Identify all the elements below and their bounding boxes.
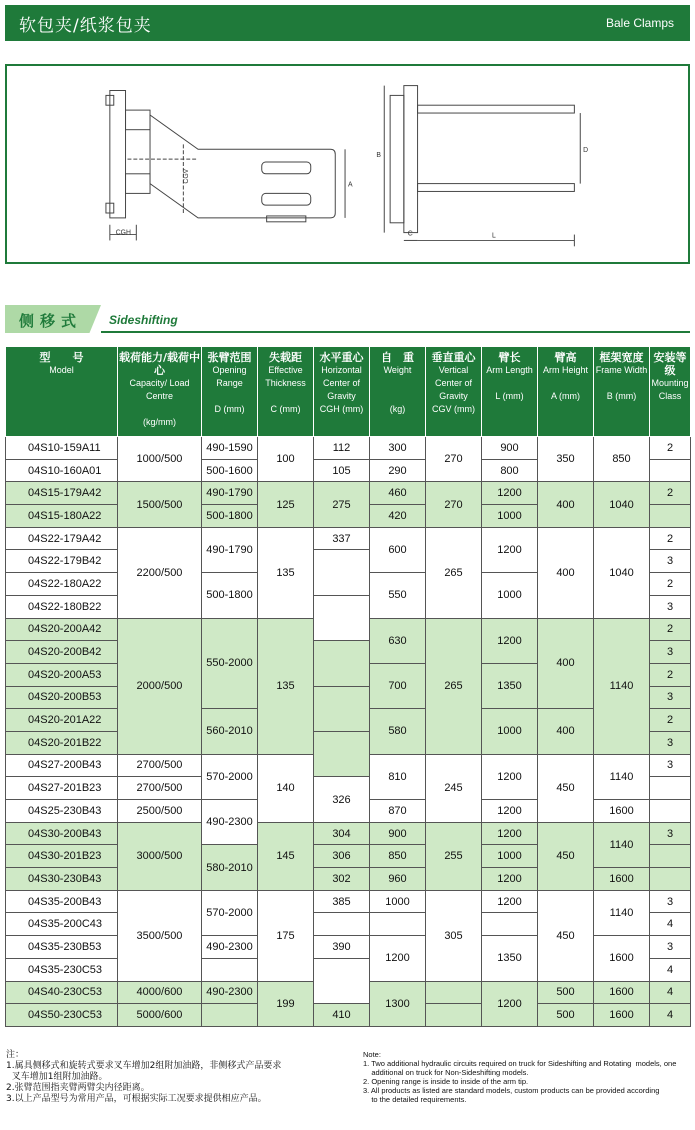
cell-capacity: 2700/500: [118, 777, 202, 800]
cell-model: 04S27-201B23: [6, 777, 118, 800]
cell-thickness: 100: [258, 437, 314, 482]
cell-cgh: 105: [314, 459, 370, 482]
cell-opening: [202, 958, 258, 981]
cell-weight: 700: [370, 663, 426, 708]
cell-frame-width: 1140: [594, 754, 650, 799]
cell-opening: 580-2010: [202, 845, 258, 890]
frame: [404, 86, 418, 233]
table-row: [6, 437, 691, 460]
cell-mounting-class: 4: [650, 958, 691, 981]
upper-arm: [418, 105, 575, 113]
cell-weight: 550: [370, 573, 426, 618]
cell-weight: 810: [370, 754, 426, 799]
cell-weight: 580: [370, 709, 426, 754]
cell-frame-width: 1140: [594, 822, 650, 867]
cell-cgh: 390: [314, 936, 370, 959]
cell-model: 04S22-180A22: [6, 573, 118, 596]
cell-arm-length: [482, 913, 538, 936]
cell-frame-width: 850: [594, 437, 650, 482]
cell-frame-width: 1600: [594, 800, 650, 823]
cell-cgh: 326: [314, 777, 370, 822]
cell-model: 04S35-230B53: [6, 936, 118, 959]
col-header: 型 号 Model: [6, 347, 118, 437]
table-row: [6, 1004, 691, 1027]
cell-arm-height: 500: [538, 981, 594, 1004]
section-title-zh: 侧移式: [19, 312, 83, 330]
cell-mounting-class: 2: [650, 437, 691, 460]
cell-mounting-class: 3: [650, 936, 691, 959]
cell-frame-width: 1600: [594, 936, 650, 981]
cell-arm-height: 400: [538, 527, 594, 618]
page-header: [5, 5, 690, 41]
col-header: 张臂范围 Opening Range D (mm): [202, 347, 258, 437]
cell-frame-width: 1040: [594, 527, 650, 618]
cell-opening: 560-2010: [202, 709, 258, 754]
cell-opening: 490-1590: [202, 437, 258, 460]
cell-frame-width: 1140: [594, 890, 650, 935]
col-header: 臂长 Arm Length L (mm): [482, 347, 538, 437]
cell-capacity: 2200/500: [118, 527, 202, 618]
label-cgv: CGV: [183, 168, 191, 184]
cell-cgh: [314, 913, 370, 936]
cell-opening: 490-2300: [202, 800, 258, 845]
cell-model: 04S50-230C53: [6, 1004, 118, 1027]
note-line: to the detailed requirements.: [363, 1095, 467, 1104]
table-row: [6, 527, 691, 550]
cell-thickness: 145: [258, 822, 314, 890]
cell-opening: 570-2000: [202, 890, 258, 935]
cell-frame-width: 1600: [594, 868, 650, 891]
cell-model: 04S35-200C43: [6, 913, 118, 936]
cell-model: 04S27-200B43: [6, 754, 118, 777]
cell-thickness: 140: [258, 754, 314, 822]
section-sideshifting: [5, 305, 690, 333]
cell-weight: 300: [370, 437, 426, 460]
cell-cgh: 337: [314, 527, 370, 550]
cell-weight: 1300: [370, 981, 426, 1026]
cell-arm-length: 1200: [482, 822, 538, 845]
cell-thickness: 199: [258, 981, 314, 1026]
cell-opening: 490-1790: [202, 482, 258, 505]
cell-weight: 870: [370, 800, 426, 823]
cell-mounting-class: 3: [650, 731, 691, 754]
cell-thickness: 135: [258, 618, 314, 754]
cell-mounting-class: [650, 459, 691, 482]
cell-arm-length: 1000: [482, 709, 538, 754]
col-header: 水平重心 Horizontal Center of Gravity CGH (mm): [314, 347, 370, 437]
cell-mounting-class: 3: [650, 822, 691, 845]
carriage-plate: [110, 91, 126, 218]
cell-arm-length: 1000: [482, 845, 538, 868]
cell-cgh: [314, 686, 370, 731]
label-l: L: [492, 232, 496, 240]
note-line: 2. Opening range is inside to inside of the arm tip.: [363, 1077, 529, 1086]
cell-model: 04S25-230B43: [6, 800, 118, 823]
cell-mounting-class: [650, 845, 691, 868]
note-line: 1. Two additional hydraulic circuits required on truck for Sideshifting and Rotating models, one: [363, 1059, 677, 1068]
cell-capacity: 2700/500: [118, 754, 202, 777]
cell-model: 04S20-200B53: [6, 686, 118, 709]
table-row: [6, 822, 691, 845]
cell-opening: 500-1800: [202, 505, 258, 528]
label-cgh: CGH: [115, 229, 131, 237]
cell-mounting-class: 4: [650, 981, 691, 1004]
cell-cgh: 275: [314, 482, 370, 527]
cell-mounting-class: 3: [650, 686, 691, 709]
table-header-row: [6, 347, 691, 437]
cell-model: 04S15-179A42: [6, 482, 118, 505]
col-header: 框架宽度 Frame Width B (mm): [594, 347, 650, 437]
lower-arm: [418, 184, 575, 192]
table-row: [6, 890, 691, 913]
cell-capacity: 1000/500: [118, 437, 202, 482]
cell-cgh: [314, 958, 370, 1003]
cell-cgh: [314, 731, 370, 776]
cell-mounting-class: [650, 868, 691, 891]
cell-model: 04S22-179B42: [6, 550, 118, 573]
cell-cgh: [314, 550, 370, 595]
cell-arm-height: 400: [538, 709, 594, 754]
cell-model: 04S40-230C53: [6, 981, 118, 1004]
cell-arm-height: 350: [538, 437, 594, 482]
cell-arm-height: 400: [538, 482, 594, 527]
cell-mounting-class: 2: [650, 618, 691, 641]
cell-capacity: 5000/600: [118, 1004, 202, 1027]
cell-arm-length: 1200: [482, 868, 538, 891]
cell-arm-length: 800: [482, 459, 538, 482]
cell-weight: 290: [370, 459, 426, 482]
cell-mounting-class: 3: [650, 550, 691, 573]
cell-arm-length: 1200: [482, 527, 538, 572]
cell-weight: 850: [370, 845, 426, 868]
cell-arm-length: 1000: [482, 505, 538, 528]
cell-arm-length: 900: [482, 437, 538, 460]
cell-arm-length: 1200: [482, 482, 538, 505]
cell-arm-height: 450: [538, 890, 594, 981]
notes-zh: [6, 1050, 346, 1105]
cell-mounting-class: 3: [650, 890, 691, 913]
cell-opening: 500-1800: [202, 573, 258, 618]
cell-mounting-class: 2: [650, 709, 691, 732]
header-title-zh: 软包夹/纸浆包夹: [19, 15, 152, 36]
col-header: 自 重 Weight (kg): [370, 347, 426, 437]
cell-cgv: 265: [426, 527, 482, 618]
cell-mounting-class: 4: [650, 1004, 691, 1027]
cell-opening: 550-2000: [202, 618, 258, 709]
note-line: 2.张臂范围指夹臂两臂尖内径距离。: [6, 1083, 150, 1093]
technical-drawing: [5, 64, 690, 264]
cell-model: 04S20-200B42: [6, 641, 118, 664]
cell-mounting-class: 2: [650, 663, 691, 686]
cell-frame-width: 1040: [594, 482, 650, 527]
cell-frame-width: 1600: [594, 1004, 650, 1027]
cell-thickness: 135: [258, 527, 314, 618]
cell-frame-width: 1600: [594, 981, 650, 1004]
cell-mounting-class: 3: [650, 595, 691, 618]
cell-arm-height: 450: [538, 754, 594, 822]
cell-weight: 460: [370, 482, 426, 505]
cell-frame-width: 1140: [594, 618, 650, 754]
cell-arm-height: 450: [538, 822, 594, 890]
col-header: 失载距 Effective Thickness C (mm): [258, 347, 314, 437]
cell-model: 04S35-200B43: [6, 890, 118, 913]
note-line: 1.属具侧移式和旋转式要求叉车增加2组附加油路，非侧移式产品要求: [6, 1061, 282, 1071]
section-divider: [101, 331, 690, 333]
col-header: 臂高 Arm Height A (mm): [538, 347, 594, 437]
header-title-en: Bale Clamps: [605, 16, 674, 30]
cell-model: 04S20-201A22: [6, 709, 118, 732]
cell-model: 04S15-180A22: [6, 505, 118, 528]
cell-weight: 420: [370, 505, 426, 528]
cell-cgv: 270: [426, 482, 482, 527]
col-header: 垂直重心 Vertical Center of Gravity CGV (mm): [426, 347, 482, 437]
cell-thickness: 125: [258, 482, 314, 527]
cell-cgh: 410: [314, 1004, 370, 1027]
cell-cgv: 255: [426, 822, 482, 890]
cell-weight: 960: [370, 868, 426, 891]
cell-cgv: 305: [426, 890, 482, 981]
cell-model: 04S30-230B43: [6, 868, 118, 891]
cell-model: 04S10-160A01: [6, 459, 118, 482]
note-line: 叉车增加1组附加油路。: [6, 1072, 108, 1082]
note-line: Note:: [363, 1050, 381, 1059]
cell-model: 04S30-200B43: [6, 822, 118, 845]
cell-mounting-class: 2: [650, 573, 691, 596]
cell-mounting-class: 2: [650, 527, 691, 550]
cell-cgv: 245: [426, 754, 482, 822]
cell-capacity: 3500/500: [118, 890, 202, 981]
note-line: 注：: [6, 1050, 25, 1060]
cell-arm-length: 1200: [482, 800, 538, 823]
cell-model: 04S22-179A42: [6, 527, 118, 550]
cell-model: 04S10-159A11: [6, 437, 118, 460]
cell-cgv: 265: [426, 618, 482, 754]
cell-opening: 500-1600: [202, 459, 258, 482]
note-line: additional on truck for Non-Sideshifting models.: [363, 1068, 529, 1077]
cell-arm-length: 1200: [482, 618, 538, 663]
cell-capacity: 1500/500: [118, 482, 202, 527]
cell-arm-length: 1200: [482, 981, 538, 1026]
cell-opening: 490-1790: [202, 527, 258, 572]
cell-cgh: 112: [314, 437, 370, 460]
section-title-en: Sideshifting: [109, 313, 178, 327]
cell-arm-length: 1350: [482, 663, 538, 708]
cell-weight: 1200: [370, 936, 426, 981]
cell-weight: 900: [370, 822, 426, 845]
cell-arm-height: 500: [538, 1004, 594, 1027]
note-line: 3.以上产品型号为常用产品，可根据实际工况要求提供相应产品。: [6, 1094, 267, 1104]
cell-arm-height: 400: [538, 618, 594, 709]
cell-model: 04S20-200A53: [6, 663, 118, 686]
spec-table: [5, 346, 691, 1027]
table-row: [6, 482, 691, 505]
label-d: D: [583, 147, 589, 155]
table-body: [6, 437, 691, 1027]
cell-mounting-class: 3: [650, 754, 691, 777]
clamp-diagram: [7, 66, 688, 262]
cell-mounting-class: 3: [650, 641, 691, 664]
cell-capacity: 3000/500: [118, 822, 202, 890]
cell-mounting-class: [650, 800, 691, 823]
cell-cgh: 302: [314, 868, 370, 891]
notes-en: [363, 1050, 690, 1104]
cell-arm-length: 1350: [482, 936, 538, 981]
label-b: B: [376, 152, 381, 160]
clamp-arm: [150, 115, 335, 218]
cell-opening: 570-2000: [202, 754, 258, 799]
cell-cgv: [426, 981, 482, 1004]
cell-model: 04S30-201B23: [6, 845, 118, 868]
cell-thickness: 175: [258, 890, 314, 981]
cell-weight: 600: [370, 527, 426, 572]
cell-weight: 630: [370, 618, 426, 663]
cell-arm-length: 1000: [482, 573, 538, 618]
cell-weight: 1000: [370, 890, 426, 913]
cell-mounting-class: [650, 505, 691, 528]
cell-cgh: [314, 595, 370, 640]
cell-weight: [370, 913, 426, 936]
cell-cgv: 270: [426, 437, 482, 482]
cell-cgh: [314, 641, 370, 686]
cell-capacity: 2500/500: [118, 800, 202, 823]
label-c: C: [407, 230, 413, 238]
cell-arm-length: 1200: [482, 754, 538, 799]
cell-capacity: 2000/500: [118, 618, 202, 754]
cell-model: 04S35-230C53: [6, 958, 118, 981]
label-a: A: [347, 181, 353, 189]
cell-opening: [202, 1004, 258, 1027]
cell-opening: 490-2300: [202, 936, 258, 959]
cell-opening: 490-2300: [202, 981, 258, 1004]
col-header: 安装等级 Mounting Class: [650, 347, 691, 437]
cell-capacity: 4000/600: [118, 981, 202, 1004]
cell-arm-length: 1200: [482, 890, 538, 913]
cell-mounting-class: 4: [650, 913, 691, 936]
cell-model: 04S20-200A42: [6, 618, 118, 641]
cell-cgh: 306: [314, 845, 370, 868]
cell-cgh: 304: [314, 822, 370, 845]
cell-model: 04S22-180B22: [6, 595, 118, 618]
cell-cgv: [426, 1004, 482, 1027]
note-line: 3. All products as listed are standard models, custom products can be provided according: [363, 1086, 660, 1095]
cell-mounting-class: 2: [650, 482, 691, 505]
cell-model: 04S20-201B22: [6, 731, 118, 754]
col-header: 载荷能力/载荷中心 Capacity/ Load Centre (kg/mm): [118, 347, 202, 437]
cell-mounting-class: [650, 777, 691, 800]
cell-cgh: 385: [314, 890, 370, 913]
